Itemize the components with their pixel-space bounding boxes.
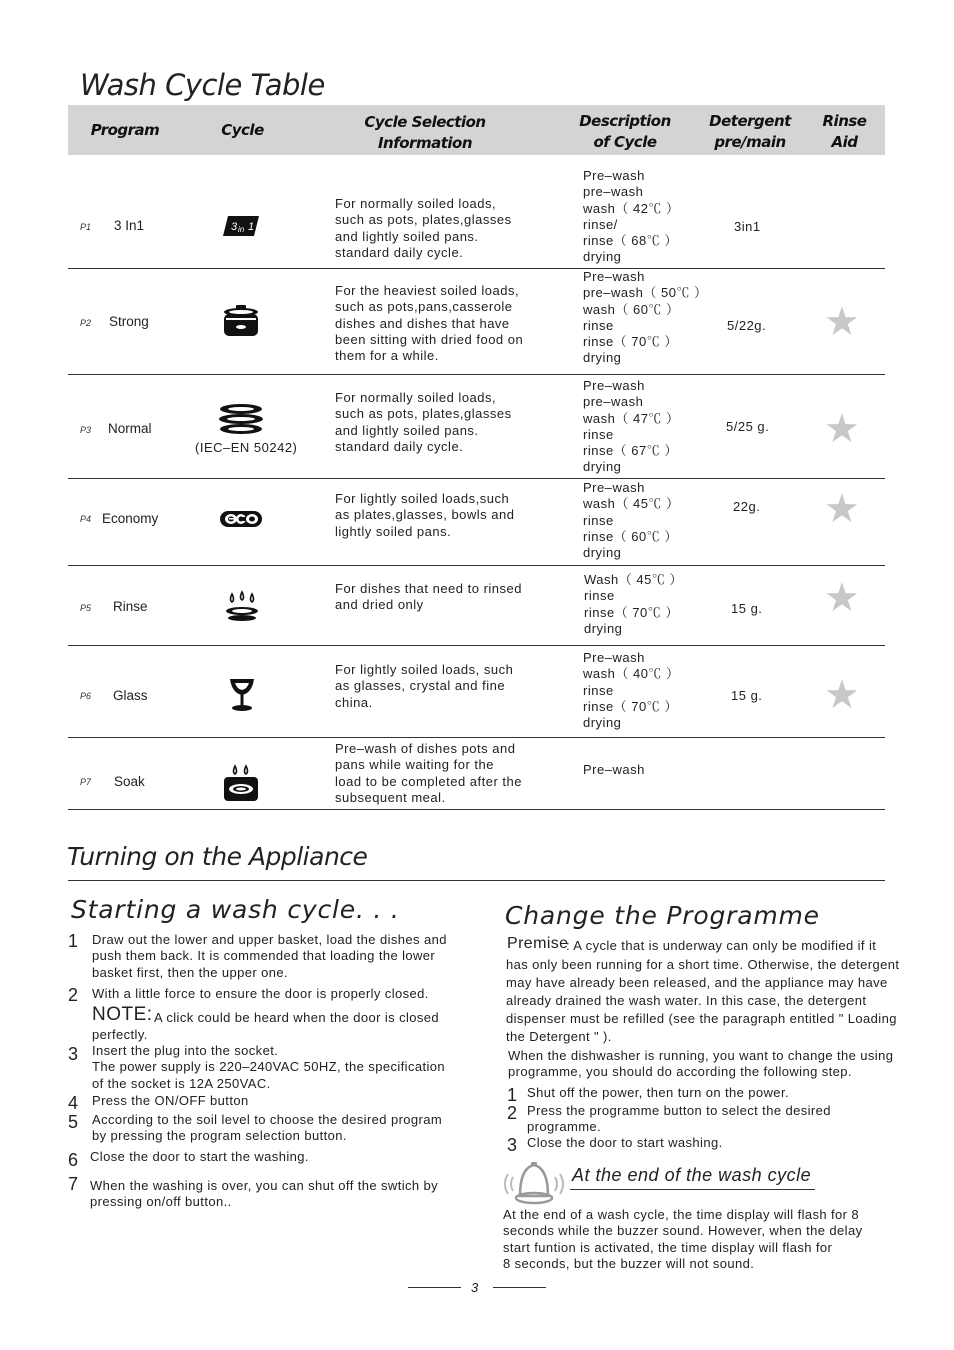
section-divider [68, 880, 885, 881]
detergent-amount: 15 g. [731, 601, 763, 616]
note-label: NOTE: [92, 1004, 153, 1025]
premise-rest: has only been running for a short time. Otherwise, the detergent may have already been released, and the appliance may have already drained the wash water. In this case, the detergent dispenser must be refilled (see the paragraph entitled " Loading the Detergent " ). [506, 957, 900, 1044]
plates-icon [218, 403, 264, 435]
cycle-description: Pre–wash pre–wash wash（ 42℃ ） rinse/ rinse（ 68℃ ） drying [583, 168, 680, 265]
detergent-amount: 5/22g. [727, 318, 767, 333]
header-description: Description of Cycle [579, 112, 671, 151]
cycle-description: Pre–wash pre–wash（ 50℃ ） wash（ 60℃ ） rinse rinse（ 70℃ ） drying [583, 269, 708, 366]
header-rinse-aid: Rinse Aid [822, 112, 867, 151]
program-code: P1 [80, 222, 92, 232]
step-number: 6 [68, 1150, 79, 1170]
rinse-aid-star-icon: ★ [824, 673, 860, 717]
program-name: Economy [102, 511, 159, 526]
step-number: 1 [68, 931, 79, 951]
program-code: P6 [80, 691, 92, 701]
cycle-info: For the heaviest soiled loads, such as pots,pans,casserole dishes and dishes that have been sitting with dried food on them for a while. [335, 283, 524, 364]
page-number: 3 [471, 1280, 479, 1295]
step-number: 7 [68, 1174, 79, 1194]
program-name: 3 In1 [114, 218, 145, 233]
header-cycle-info: Cycle Selection Information [364, 113, 486, 152]
program-code: P3 [80, 425, 92, 435]
program-code: P2 [80, 318, 92, 328]
cycle-info: For normally soiled loads, such as pots, plates,glasses and lightly soiled pans. standard daily cycle. [335, 196, 512, 260]
page-number-line-left [408, 1287, 461, 1288]
program-name: Normal [108, 421, 152, 436]
section-title-starting: Starting a wash cycle. . . [71, 895, 400, 924]
detergent-amount: 22g. [733, 499, 761, 514]
buzzer-bell-icon [500, 1160, 568, 1208]
cycle-info: For lightly soiled loads, such as glasses, crystal and fine china. [335, 662, 514, 710]
section-title-change: Change the Programme [505, 901, 820, 930]
glass-icon [228, 677, 256, 713]
cycle-description: Pre–wash [583, 762, 645, 777]
step-number: 3 [507, 1135, 518, 1155]
step-number: 4 [68, 1093, 79, 1113]
drops-plate-icon [224, 590, 260, 624]
pot-icon [222, 304, 260, 342]
section-title-turning-on: Turning on the Appliance [67, 842, 368, 871]
row-divider [68, 565, 885, 566]
detergent-amount: 3in1 [734, 219, 761, 234]
row-divider [68, 809, 885, 810]
eco-icon [219, 510, 263, 528]
section-title-end-cycle: At the end of the wash cycle [572, 1165, 812, 1185]
soak-icon [222, 764, 260, 802]
premise-text: : A cycle that is underway can only be modified if it [566, 938, 877, 953]
cycle-info: For normally soiled loads, such as pots, plates,glasses and lightly soiled pans. standard daily cycle. [335, 390, 512, 454]
rinse-aid-star-icon: ★ [824, 576, 860, 620]
step-text: Close the door to start washing. [527, 1135, 723, 1150]
header-program: Program [90, 121, 160, 139]
program-code: P5 [80, 603, 92, 613]
step-number: 5 [68, 1112, 79, 1132]
detergent-amount: 5/25 g. [726, 419, 770, 434]
step-text: Press the ON/OFF button [92, 1093, 249, 1108]
program-code: P7 [80, 777, 92, 787]
step-number: 2 [68, 985, 79, 1005]
step-text: Insert the plug into the socket. The power supply is 220–240VAC 50HZ, the specification of the socket is 12A 250VAC. [92, 1043, 446, 1091]
step-text: When the washing is over, you can shut off the swtich by pressing on/off button.. [90, 1178, 439, 1210]
cycle-info: For dishes that need to rinsed and dried only [335, 581, 522, 613]
program-code: P4 [80, 514, 92, 524]
end-cycle-text: At the end of a wash cycle, the time display will flash for 8 seconds while the buzzer sound. However, when the delay start funtion is activated, the time display will flash for 8 seconds, but the buzzer will not sound. [503, 1207, 863, 1271]
detergent-amount: 15 g. [731, 688, 763, 703]
3in1-icon [222, 215, 260, 237]
cycle-description: Wash（ 45℃ ） rinse rinse（ 70℃ ） drying [584, 572, 683, 636]
header-cycle: Cycle [221, 121, 264, 139]
row-divider [68, 645, 885, 646]
page-number-line-right [493, 1287, 546, 1288]
step-text: Shut off the power, then turn on the power. [527, 1085, 789, 1100]
step-text: Draw out the lower and upper basket, load the dishes and push them back. It is commended that loading the lower basket first, then the upper one. [92, 932, 447, 980]
svg-text:in: in [238, 225, 245, 234]
program-name: Strong [109, 314, 149, 329]
header-detergent: Detergent pre/main [709, 112, 791, 151]
page-title: Wash Cycle Table [80, 68, 325, 102]
row-divider [68, 268, 885, 269]
program-name: Glass [113, 688, 148, 703]
step-text: Press the programme button to select the desired programme. [527, 1103, 831, 1135]
step-number: 1 [507, 1085, 518, 1105]
step-text: Close the door to start the washing. [90, 1149, 309, 1164]
icon-note: (IEC–EN 50242) [195, 440, 298, 455]
cycle-description: Pre–wash pre–wash wash（ 47℃ ） rinse rinse（ 67℃ ） drying [583, 378, 680, 475]
row-divider [68, 478, 885, 479]
step-number: 3 [68, 1044, 79, 1064]
rinse-aid-star-icon: ★ [824, 487, 860, 531]
note-text: A click could be heard when the door is closed [154, 1010, 440, 1025]
cycle-info: For lightly soiled loads,such as plates,glasses, bowls and lightly soiled pans. [335, 491, 515, 539]
svg-text:3: 3 [231, 221, 238, 233]
cycle-description: Pre–wash wash（ 45℃ ） rinse rinse（ 60℃ ） drying [583, 480, 680, 561]
rinse-aid-star-icon: ★ [824, 407, 860, 451]
end-cycle-underline [570, 1189, 815, 1190]
step-text: According to the soil level to choose the desired program by pressing the program selection button. [92, 1112, 443, 1144]
step-number: 2 [507, 1103, 518, 1123]
note-text-continued: perfectly. [92, 1027, 148, 1042]
svg-text:1: 1 [248, 221, 255, 233]
running-text: When the dishwasher is running, you want to change the using programme, you should do according the following step. [508, 1048, 894, 1080]
row-divider [68, 374, 885, 375]
rinse-aid-star-icon: ★ [824, 300, 860, 344]
premise-label: Premise [507, 935, 569, 952]
cycle-description: Pre–wash wash（ 40℃ ） rinse rinse（ 70℃ ） drying [583, 650, 680, 731]
row-divider [68, 737, 885, 738]
cycle-info: Pre–wash of dishes pots and pans while waiting for the load to be completed after the subsequent meal. [335, 741, 523, 805]
program-name: Soak [114, 774, 145, 789]
step-text: With a little force to ensure the door is properly closed. [92, 986, 429, 1001]
program-name: Rinse [113, 599, 148, 614]
